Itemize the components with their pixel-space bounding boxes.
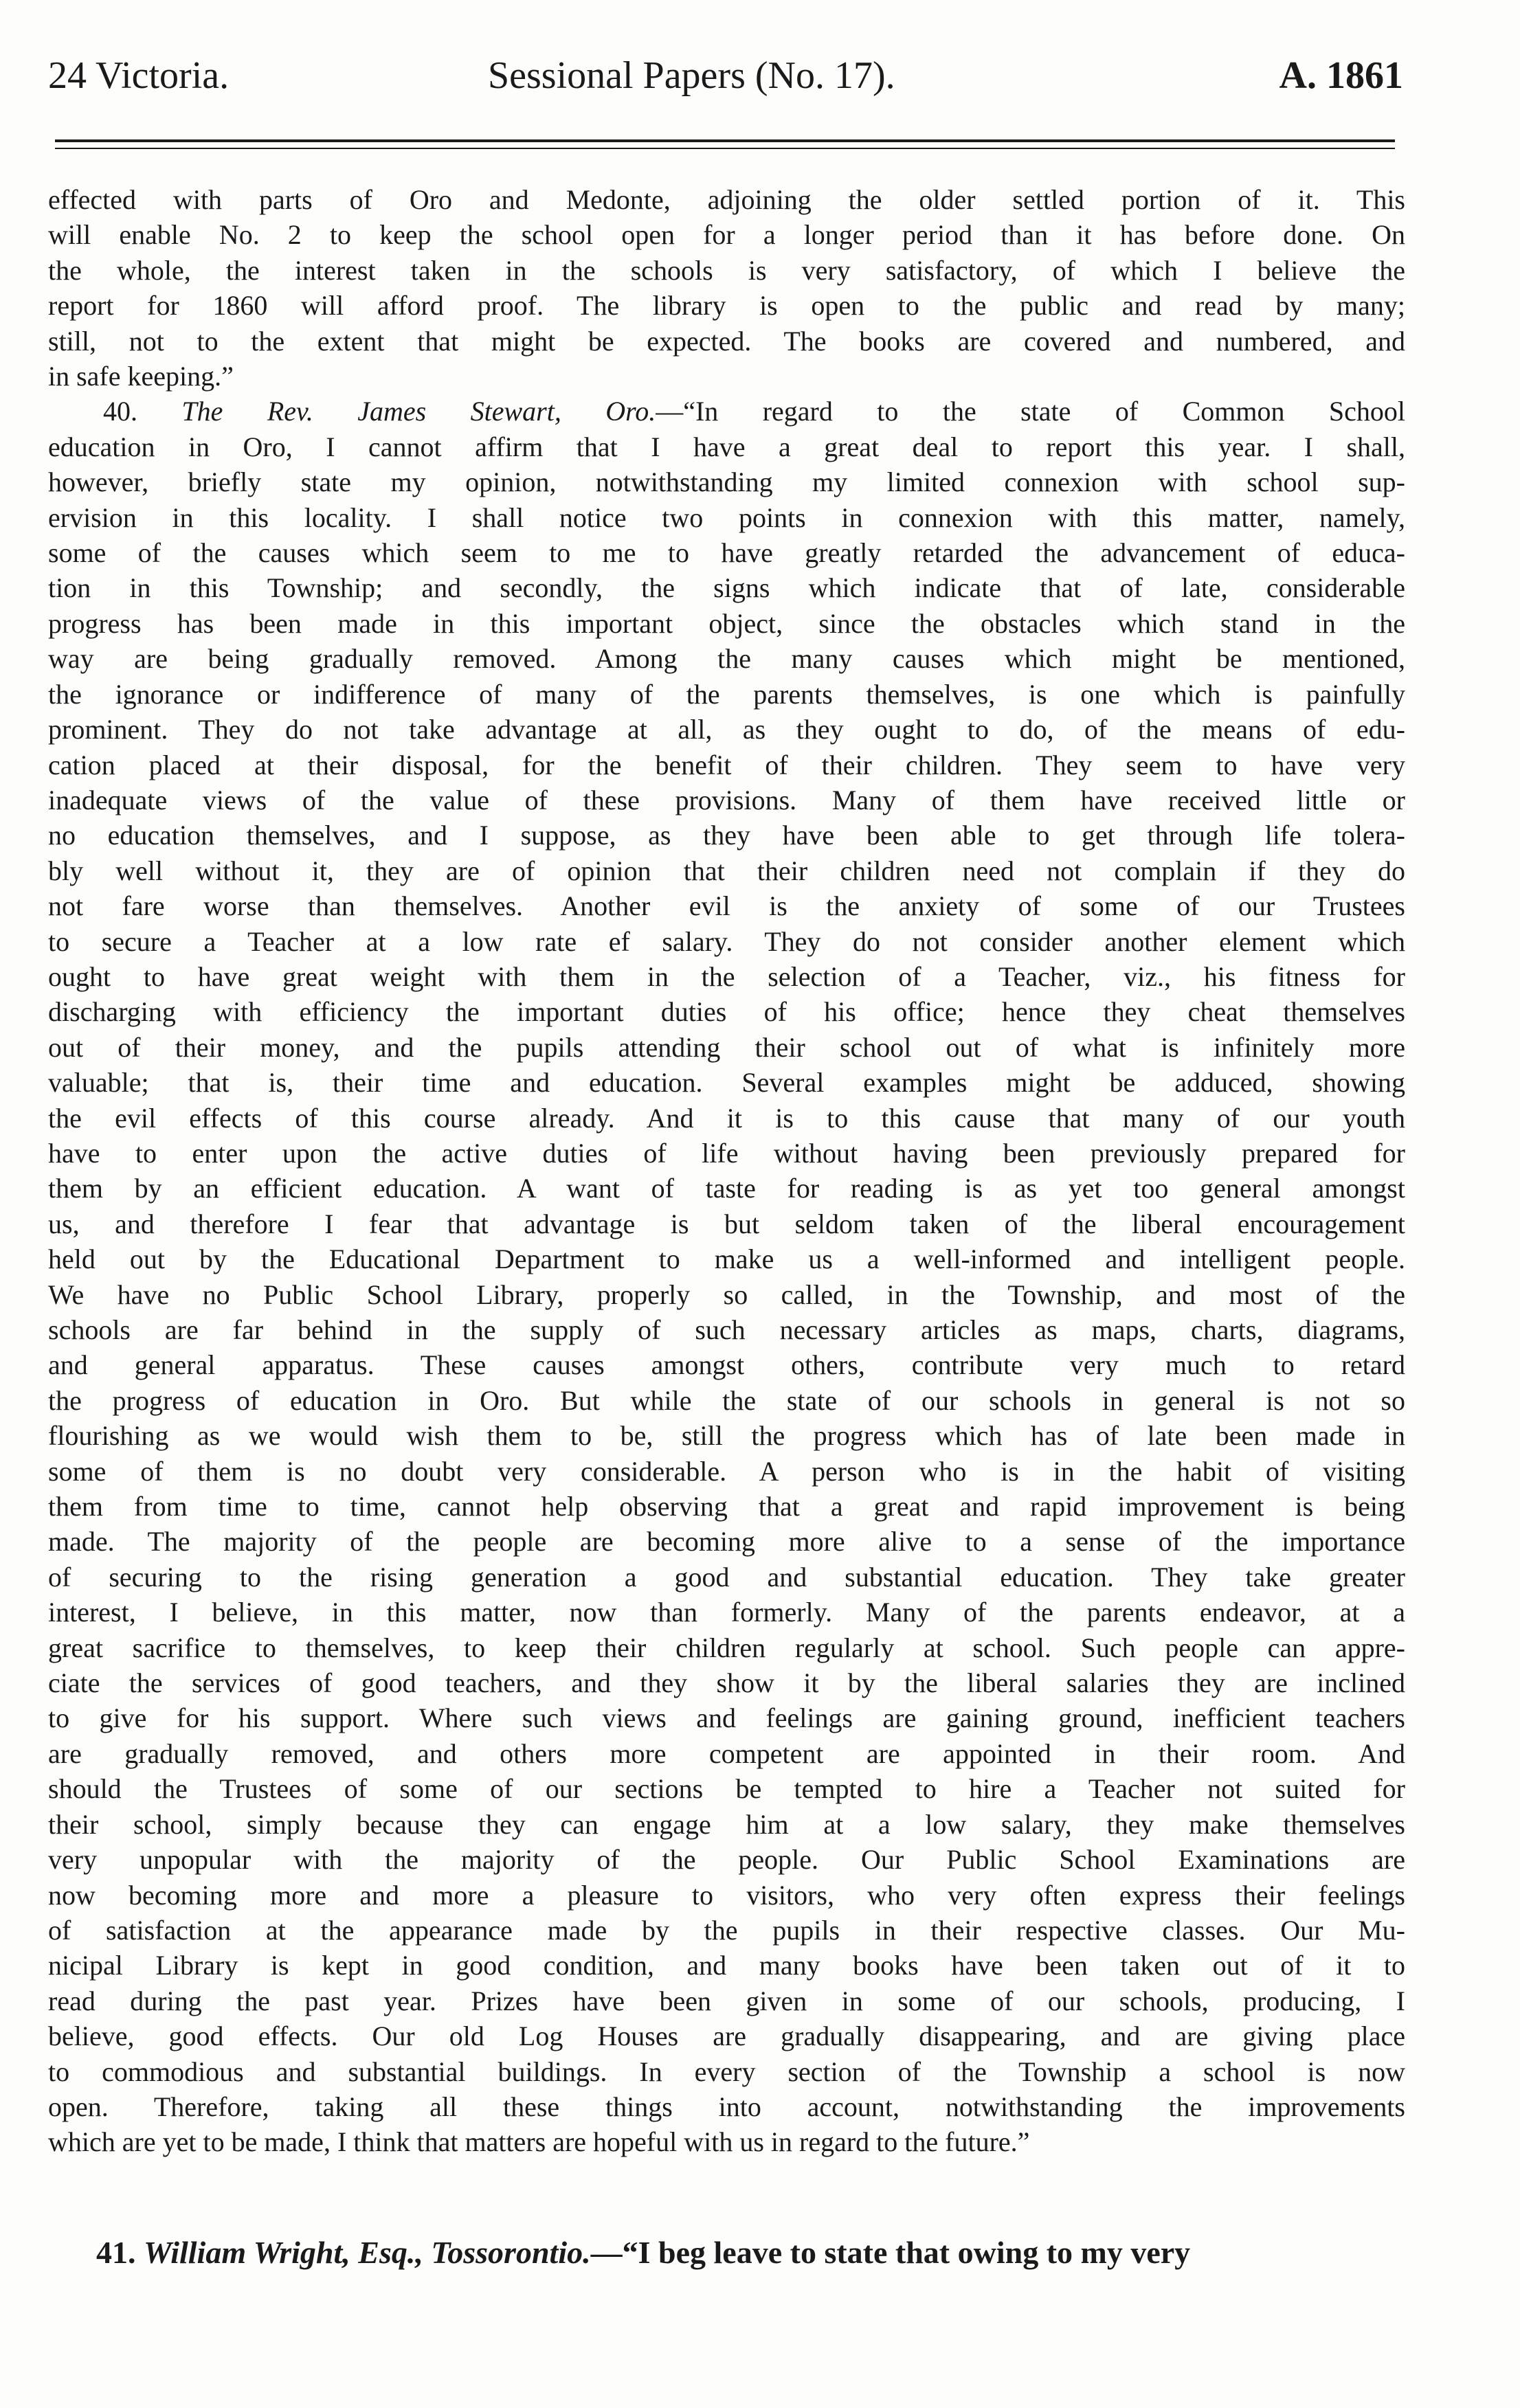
text-line: of satisfaction at the appearance made by the pupils in their respective classes. Our Mu-: [48, 1914, 1405, 1946]
text-line: discharging with efficiency the important duties of his office; hence they cheat themselves: [48, 996, 1405, 1028]
text-line: open. Therefore, taking all these things into account, notwithstanding the improvements: [48, 2091, 1405, 2122]
text-line: to commodious and substantial buildings. In every section of the Township a school is now: [48, 2056, 1405, 2087]
text-line: education in Oro, I cannot affirm that I have a great deal to report this year. I shall,: [48, 431, 1405, 462]
text-line: We have no Public School Library, properly so called, in the Township, and most of the: [48, 1279, 1405, 1310]
text-line: are gradually removed, and others more competent are appointed in their room. And: [48, 1737, 1405, 1769]
text-line: some of them is no doubt very considerable. A person who is in the habit of visiting: [48, 1455, 1405, 1487]
paragraph-41-text: —“I beg leave to state that owing to my very: [590, 2235, 1191, 2270]
text-line: to give for his support. Where such views and feelings are gaining ground, inefficient teachers: [48, 1702, 1405, 1734]
text-line: out of their money, and the pupils attending their school out of what is infinitely more: [48, 1031, 1405, 1063]
page-header: [48, 54, 1403, 109]
text-line: way are being gradually removed. Among the many causes which might be mentioned,: [48, 643, 1405, 675]
text-line: in safe keeping.”: [48, 361, 234, 392]
text-line: the progress of education in Oro. But while the state of our schools in general is not so: [48, 1384, 1405, 1416]
text-line: great sacrifice to themselves, to keep their children regularly at school. Such people can appre-: [48, 1632, 1405, 1663]
text-line: us, and therefore I fear that advantage is but seldom taken of the liberal encouragement: [48, 1208, 1405, 1239]
text-line: interest, I believe, in this matter, now than formerly. Many of the parents endeavor, at a: [48, 1597, 1405, 1628]
paragraph-41-speaker: William Wright, Esq., Tossorontio.: [144, 2235, 591, 2270]
text-line: them by an efficient education. A want of taste for reading is as yet too general amongst: [48, 1173, 1405, 1204]
header-session: 24 Victoria.: [48, 54, 230, 97]
text-line: should the Trustees of some of our sections be tempted to hire a Teacher not suited for: [48, 1773, 1405, 1805]
text-line: read during the past year. Prizes have been given in some of our schools, producing, I: [48, 1985, 1405, 2016]
text-line: however, briefly state my opinion, notwithstanding my limited connexion with school sup-: [48, 466, 1405, 498]
body-text: [48, 182, 1405, 2160]
text-line: will enable No. 2 to keep the school open for a longer period than it has before done. On: [48, 219, 1405, 251]
text-line: the evil effects of this course already. And it is to this cause that many of our youth: [48, 1102, 1405, 1134]
text-line: their school, simply because they can engage him at a low salary, they make themselves: [48, 1808, 1405, 1840]
text-line: prominent. They do not take advantage at all, as they ought to do, of the means of edu-: [48, 714, 1405, 745]
text-line: report for 1860 will afford proof. The library is open to the public and read by many;: [48, 290, 1405, 322]
text-line: which are yet to be made, I think that matters are hopeful with us in regard to the future.”: [48, 2126, 1030, 2158]
text-line: held out by the Educational Department to make us a well-informed and intelligent people.: [48, 1244, 1405, 1275]
text-line: inadequate views of the value of these provisions. Many of them have received little or: [48, 784, 1405, 815]
text-line: progress has been made in this important object, since the obstacles which stand in the: [48, 607, 1405, 639]
paragraph-40-number: 40.: [103, 396, 182, 427]
header-year: A. 1861: [1279, 54, 1403, 97]
paragraph-40-opening: —“In regard to the state of Common School: [656, 396, 1406, 427]
paragraph-41-start: [96, 2234, 1405, 2271]
header-rule-thick: [55, 139, 1395, 142]
text-line: the ignorance or indifference of many of the parents themselves, is one which is painfully: [48, 678, 1405, 710]
paragraph-continued: [48, 182, 1405, 394]
header-title: Sessional Papers (No. 17).: [488, 54, 895, 97]
text-line: the whole, the interest taken in the schools is very satisfactory, of which I believe the: [48, 254, 1405, 286]
text-line: [48, 394, 1405, 429]
text-line: cation placed at their disposal, for the benefit of their children. They seem to have very: [48, 749, 1405, 780]
text-line: not fare worse than themselves. Another evil is the anxiety of some of our Trustees: [48, 890, 1405, 922]
text-line: ciate the services of good teachers, and they show it by the liberal salaries they are inclined: [48, 1667, 1405, 1699]
text-line: schools are far behind in the supply of such necessary articles as maps, charts, diagrams,: [48, 1314, 1405, 1345]
text-line: effected with parts of Oro and Medonte, adjoining the older settled portion of it. This: [48, 184, 1405, 215]
paragraph-41-number: 41.: [96, 2235, 136, 2270]
text-line: them from time to time, cannot help observing that a great and rapid improvement is being: [48, 1491, 1405, 1522]
text-line: valuable; that is, their time and education. Several examples might be adduced, showing: [48, 1067, 1405, 1099]
text-line: have to enter upon the active duties of life without having been previously prepared for: [48, 1137, 1405, 1169]
text-line: and general apparatus. These causes amongst others, contribute very much to retard: [48, 1349, 1405, 1381]
text-line: to secure a Teacher at a low rate ef salary. They do not consider another element which: [48, 925, 1405, 957]
paragraph-40-speaker: The Rev. James Stewart, Oro.: [181, 396, 656, 427]
text-line: tion in this Township; and secondly, the signs which indicate that of late, considerable: [48, 572, 1405, 604]
header-rule-thin: [55, 148, 1395, 149]
text-line: flourishing as we would wish them to be, still the progress which has of late been made in: [48, 1420, 1405, 1452]
text-line: very unpopular with the majority of the people. Our Public School Examinations are: [48, 1844, 1405, 1876]
text-line: ervision in this locality. I shall notice two points in connexion with this matter, namely,: [48, 502, 1405, 533]
text-line: of securing to the rising generation a good and substantial education. They take greater: [48, 1561, 1405, 1593]
text-line: ought to have great weight with them in the selection of a Teacher, viz., his fitness for: [48, 960, 1405, 992]
paragraph-40: [48, 394, 1405, 2159]
text-line: made. The majority of the people are becoming more alive to a sense of the importance: [48, 1526, 1405, 1557]
text-line: believe, good effects. Our old Log Houses are gradually disappearing, and are giving place: [48, 2021, 1405, 2052]
text-line: no education themselves, and I suppose, as they have been able to get through life tolera-: [48, 820, 1405, 851]
text-line: bly well without it, they are of opinion that their children need not complain if they do: [48, 855, 1405, 886]
text-line: nicipal Library is kept in good condition, and many books have been taken out of it to: [48, 1950, 1405, 1981]
text-line: still, not to the extent that might be expected. The books are covered and numbered, and: [48, 325, 1405, 357]
text-line: some of the causes which seem to me to have greatly retarded the advancement of educa-: [48, 537, 1405, 569]
text-line: now becoming more and more a pleasure to visitors, who very often express their feelings: [48, 1879, 1405, 1911]
